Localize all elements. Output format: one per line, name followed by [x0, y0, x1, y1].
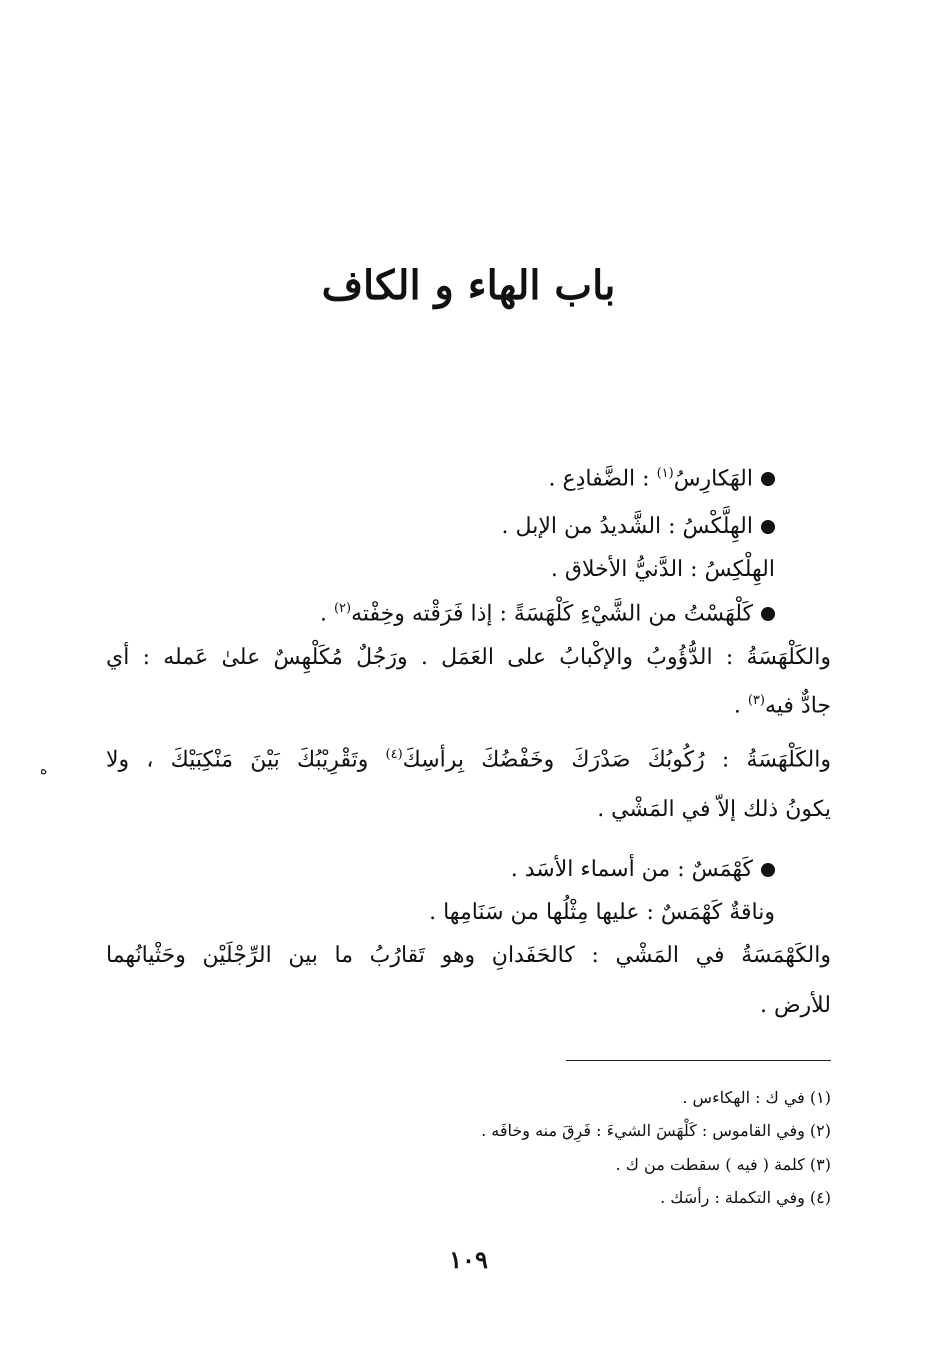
- chapter-title: باب الهاء و الكاف: [321, 262, 616, 309]
- entry-line-8: يكونُ ذلك إلاّ في المَشْي .: [597, 797, 831, 822]
- footnote-ref-1: (١): [656, 466, 674, 481]
- margin-mark: ه: [40, 762, 48, 778]
- entry-line-6: جادٌّ فيه$^{(٣)}$ .: [733, 693, 831, 719]
- entry-line-9: كَهْمَسٌ : من أسماء الأسَد .: [511, 857, 775, 882]
- entry-line-7: والكَلْهَسَةُ : رُكُوبُكَ صَدْرَكَ وخَفْضُكَ بِرأسِكَ$^{(٤)}$ وتَقْرِيْبُكَ بَيْنَ مَنْكِبَيْكَ ، ولا: [106, 747, 831, 773]
- entry-line-12: للأرض .: [759, 993, 831, 1018]
- footnote-2: (٢) وفي القاموس : كَلْهَسَ الشيءَ : فَرِقَ منه وخافَه .: [481, 1121, 831, 1140]
- entry-line-5: والكَلْهَسَةُ : الدُّؤُوبُ والإكْبابُ على العَمَل . ورَجُلٌ مُكَلْهِسٌ علىٰ عَمله : أي: [106, 645, 831, 670]
- footnote-ref-4: (٤): [385, 747, 403, 762]
- entry-line-10: وناقةٌ كَهْمَسٌ : عليها مِثْلُها من سَنَامِها .: [429, 900, 775, 925]
- entry-line-3: الهِلْكِسُ : الدَّنيُّ الأخلاق .: [550, 557, 775, 582]
- footnote-4: (٤) وفي التكملة : رأسَك .: [660, 1188, 831, 1207]
- entry-line-2: الهِلَّكْسُ : الشَّديدُ من الإبل .: [502, 514, 775, 539]
- entry-line-4: كَلْهَسْتُ من الشَّيْءِ كَلْهَسَةً : إذا فَرَقْته وخِفْته$^{(٢)}$ .: [320, 601, 775, 626]
- entry-line-11: والكَهْمَسَةُ في المَشْي : كالحَفَدانِ وهو تَقارُبُ ما بين الرِّجْلَيْن وحَثْيانُهما: [106, 943, 831, 968]
- footnote-ref-3: (٣): [747, 693, 765, 708]
- page-number: ١٠٩: [449, 1245, 488, 1274]
- bullet-icon: [761, 472, 775, 486]
- footnote-divider: [566, 1060, 831, 1061]
- footnote-1: (١) في ك : الهكاءس .: [682, 1088, 831, 1107]
- bullet-icon: [761, 607, 775, 621]
- footnote-3: (٣) كلمة ( فيه ) سقطت من ك .: [615, 1155, 831, 1174]
- bullet-icon: [761, 863, 775, 877]
- footnote-ref-2: (٢): [333, 601, 352, 616]
- entry-line-1: الهَكارِسُ$^{(١)}$ : الضَّفادِع .: [549, 466, 775, 491]
- bullet-icon: [761, 520, 775, 534]
